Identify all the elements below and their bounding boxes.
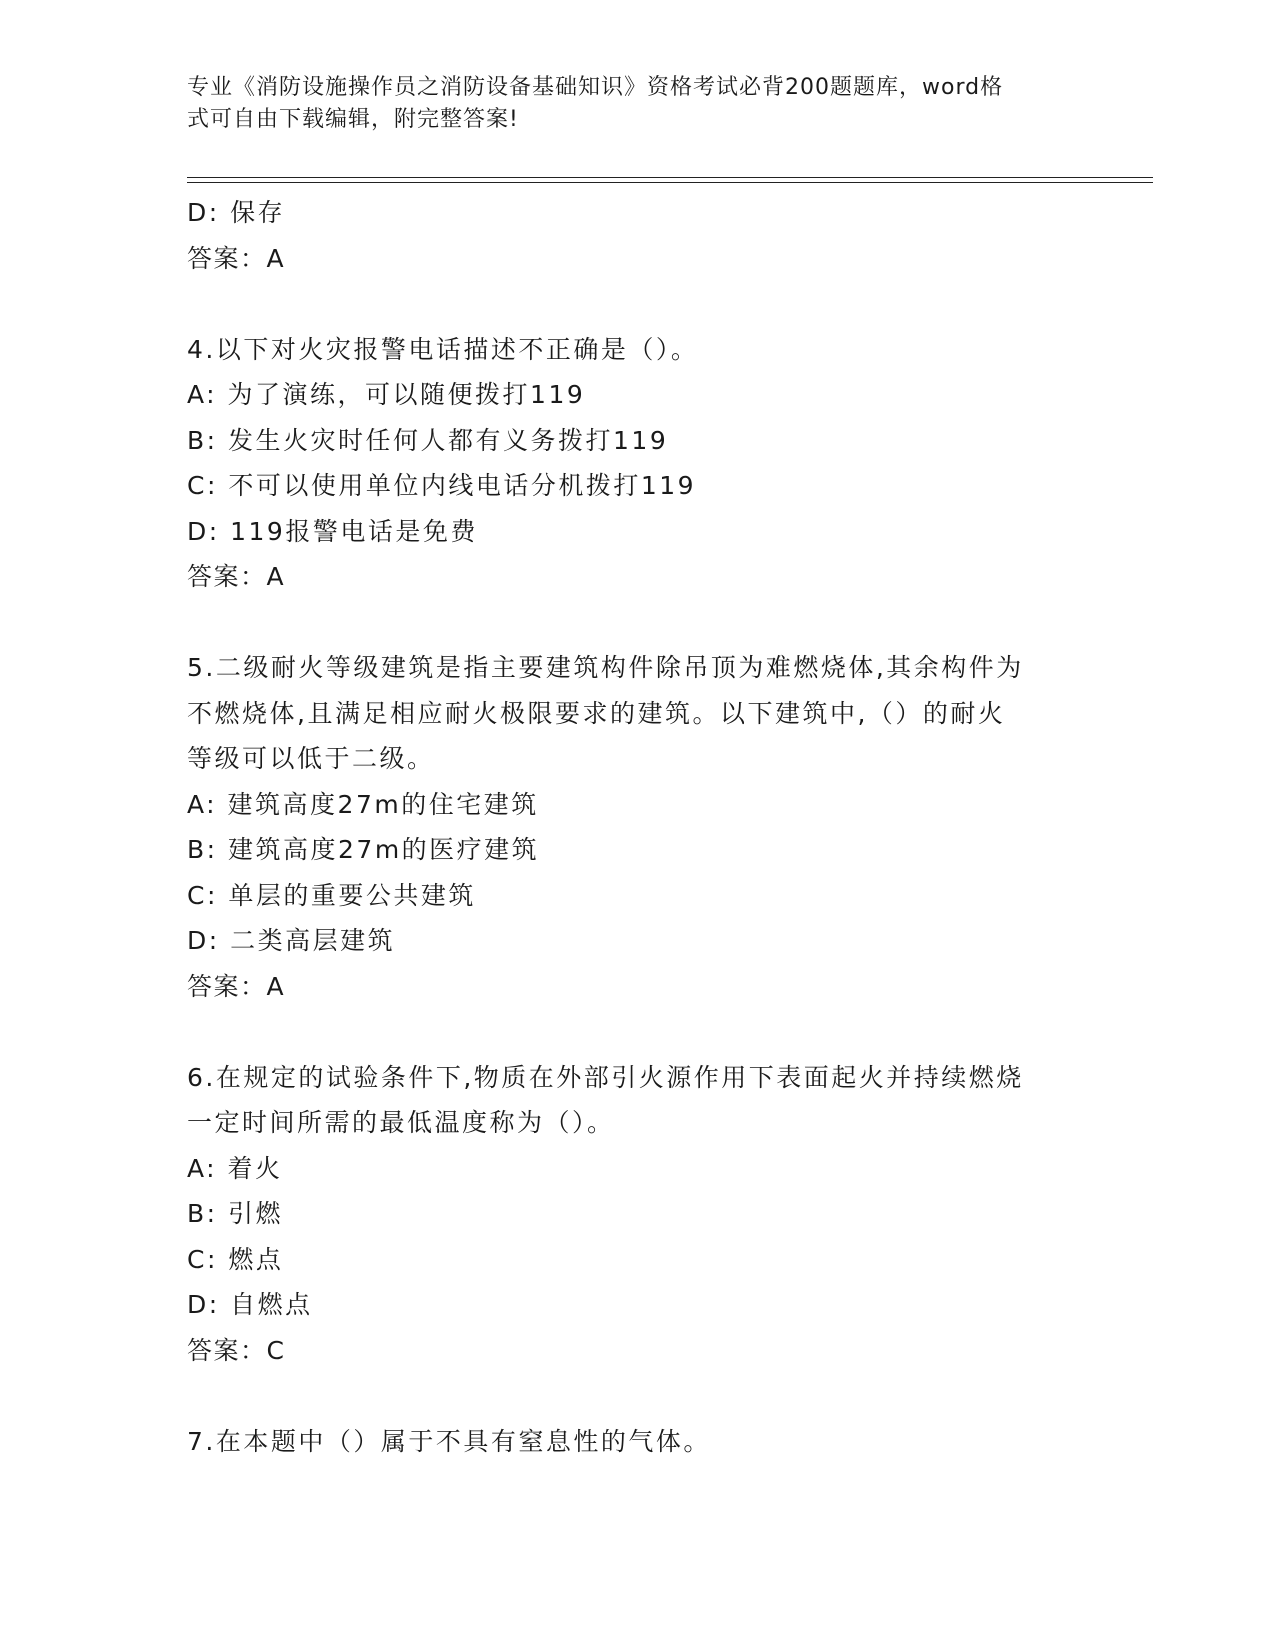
answer-line: 答案：A (187, 971, 286, 1001)
header-divider-bottom (187, 182, 1153, 183)
option-b: B: 引燃 (187, 1199, 284, 1228)
question-7 (187, 1419, 1087, 1465)
answer-line: 答案：A (187, 562, 286, 591)
option-c: C: 不可以使用单位内线电话分机拨打119 (187, 471, 697, 500)
question-stem: 4.以下对火灾报警电话描述不正确是（）。 (187, 334, 699, 364)
answer-line: 答案：C (187, 1335, 286, 1365)
document-header (187, 72, 1087, 136)
question-stem: 7.在本题中（）属于不具有窒息性的气体。 (187, 1426, 711, 1456)
spacer (187, 1009, 1087, 1055)
question-stem-line-1: 5.二级耐火等级建筑是指主要建筑构件除吊顶为难燃烧体,其余构件为 (187, 653, 1024, 682)
option-b: B: 发生火灾时任何人都有义务拨打119 (187, 425, 669, 455)
question-stem-line-3: 等级可以低于二级。 (187, 744, 435, 773)
option-d: D: 自燃点 (187, 1290, 313, 1319)
question-stem-line-1: 6.在规定的试验条件下,物质在外部引火源作用下表面起火并持续燃烧 (187, 1062, 1024, 1092)
header-line-1: 专业《消防设施操作员之消防设备基础知识》资格考试必背200题题库，word格 (187, 75, 1004, 100)
question-stem-line-2: 不燃烧体,且满足相应耐火极限要求的建筑。以下建筑中,（）的耐火 (187, 698, 1006, 728)
option-a: A: 建筑高度27m的住宅建筑 (187, 789, 539, 819)
option-c: C: 燃点 (187, 1244, 284, 1274)
spacer (187, 1373, 1087, 1419)
question-stem-line-2: 一定时间所需的最低温度称为（）。 (187, 1108, 615, 1137)
option-a: A: 着火 (187, 1153, 283, 1183)
option-c: C: 单层的重要公共建筑 (187, 880, 476, 910)
question-5 (187, 645, 1087, 1009)
question-4 (187, 327, 1087, 600)
answer-line: 答案：A (187, 243, 286, 273)
option-d: D: 119报警电话是免费 (187, 516, 478, 546)
document-body (187, 190, 1087, 1464)
option-d: D: 保存 (187, 198, 286, 227)
spacer (187, 600, 1087, 646)
header-line-2: 式可自由下载编辑，附完整答案! (187, 107, 519, 132)
header-divider-top (187, 177, 1153, 178)
spacer (187, 281, 1087, 327)
option-d: D: 二类高层建筑 (187, 926, 396, 955)
option-a: A: 为了演练，可以随便拨打119 (187, 380, 586, 409)
option-b: B: 建筑高度27m的医疗建筑 (187, 835, 540, 864)
question-6 (187, 1055, 1087, 1374)
